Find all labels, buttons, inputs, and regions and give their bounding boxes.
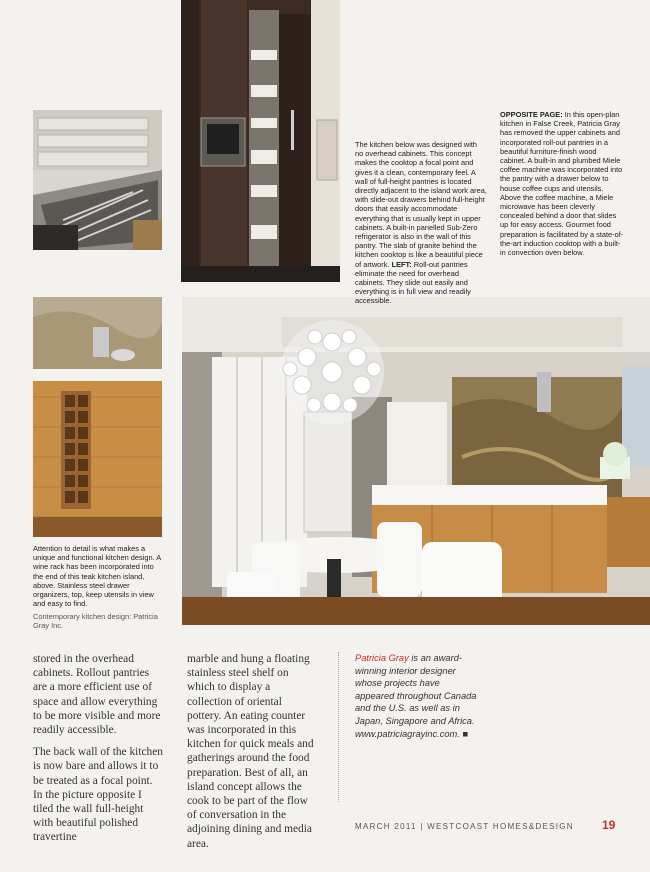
pantry-caption-text: The kitchen below was designed with no overhead cabinets. This concept makes the cooktop a focal point and gives it a clean, contemporary feel. A wall of full-height pantries is located directly adjacent to the island work area, with slide-out drawers behind full-height doors that easily accommodate everything that is usually kept in upper cabinets. A built-in panelled Sub-Zero refrigerator is also in the wall of this pantry. The slab of granite behind the kitchen cooktop is like a beautiful piece of artwork. [355,140,487,269]
wine-rack-island-photo [33,297,162,537]
opposite-page-caption [500,110,624,257]
body-col1-para-1: stored in the overhead cabinets. Rollout pantries are a more efficient use of space and allow everything to be more visible and more readily accessible. [33,653,161,737]
pantry-left-text: Roll-out pantries eliminate the need for overhead cabinets. They slide out easily and everything is in full view and readily accessible. [355,259,471,306]
photo-credit [33,612,165,630]
author-bio [355,652,480,740]
pantry-left-label: LEFT: [391,259,412,269]
photo-credit-text: Contemporary kitchen design: Patricia Gray Inc. [33,612,158,631]
end-mark: ■ [462,728,469,739]
page-footer: MARCH 2011 | WESTCOAST HOMES&DESIGN [355,822,574,831]
drawer-organizer-photo [33,110,162,250]
column-divider [338,652,339,802]
pull-out-pantry-photo [181,0,340,282]
pantry-caption [355,140,487,306]
author-bio-text: is an award-winning interior designer whose projects have appeared throughout Canada and the U.S. as well as in Japan, Singapore and Africa. www.patriciagrayinc.com. [355,653,477,739]
detail-caption [33,544,165,608]
body-col2-para-1: marble and hung a floating stainless steel shelf on which to display a collection of oriental pottery. An eating counter was incorporated in this kitchen for quick meals and gatherings around the food preparation. Best of all, an island concept allows the cook to be part of the flow of conversation in the adjoining dining and media area. [187,653,314,850]
author-name: Patricia Gray [355,653,409,663]
opposite-page-label: OPPOSITE PAGE: [500,110,563,119]
body-column-1 [33,652,163,853]
body-column-2 [187,652,315,859]
opposite-page-text: In this open-plan kitchen in False Creek, Patricia Gray has removed the upper cabinets and incorporated roll-out pantries in a beautiful furniture-finish wood cabinet. A built-in and plumbed Miele coffee machine was incorporated into the pantry with a drawer below to house coffee cups and utensils. Above the coffee machine, a Miele microwave has been cleverly concealed behind a door that slides up for easy access. Gourmet food preparation is facilitated by a state-of-the-art induction cooktop with a built-in convection oven below. [500,110,624,258]
body-col1-para-2: The back wall of the kitchen is now bare and allows it to be treated as a focal point. In the picture opposite I tiled the wall full-height with beautiful polished travertine [33,746,163,844]
detail-caption-text: Attention to detail is what makes a unique and functional kitchen design. A wine rack has been incorporated into the end of this teak kitchen island, above. Stainless steel drawer organizers, top, keep utensils in view and easy to find. [33,544,161,609]
page-number: 19 [602,818,616,832]
open-plan-kitchen-photo [182,297,650,625]
